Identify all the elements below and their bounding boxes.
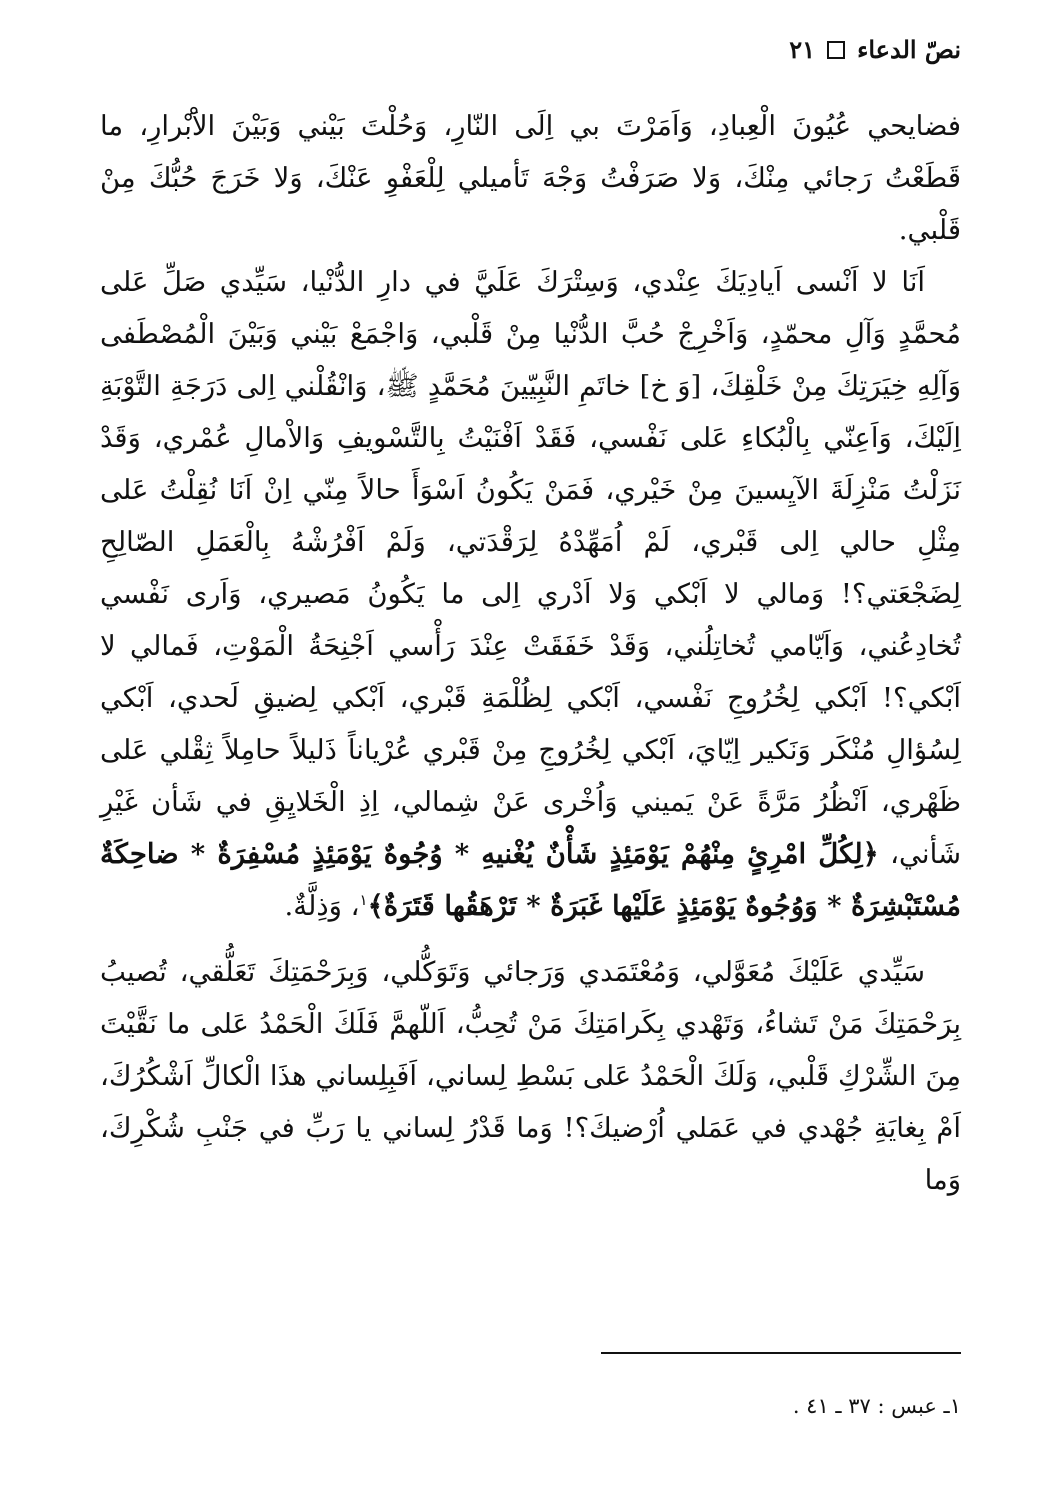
- footnote-divider: [601, 1352, 961, 1354]
- header-title: نصّ الدعاء: [857, 35, 961, 64]
- paragraph-2: [100, 256, 961, 932]
- running-header: [789, 35, 961, 64]
- page-number: ٢١: [789, 35, 816, 64]
- paragraph-3: سَيِّدي عَلَيْكَ مُعَوَّلي، وَمُعْتَمَدي وَرَجائي وَتَوَكُّلي، وَبِرَحْمَتِكَ تَعَلُّقي، تُصيبُ بِرَحْمَتِكَ مَنْ تَشاءُ، وَتَهْدي بِكَرامَتِكَ مَنْ تُحِبُّ، اَللّهمَّ فَلَكَ الْحَمْدُ عَلى ما نَقَّيْتَ مِنَ الشِّرْكِ قَلْبي، وَلَكَ الْحَمْدُ عَلى بَسْطِ لِساني، اَفَبِلِساني هذَا الْكالِّ اَشْكُرُكَ، اَمْ بِغايَةِ جُهْدي في عَمَلي اُرْضيكَ؟! وَما قَدْرُ لِساني يا رَبِّ في جَنْبِ شُكْرِكَ، وَما: [100, 956, 961, 1196]
- footnote: ١ـ عبس : ٣٧ ـ ٤١ .: [792, 1394, 961, 1418]
- paragraph-2-text: اَنَا لا اَنْسى اَيادِيَكَ عِنْدي، وَسِتْرَكَ عَلَيَّ في دارِ الدُّنْيا، سَيِّدي صَلِّ عَلى مُحمَّدٍ وَآلِ محمّدٍ، وَاَخْرِجْ حُبَّ الدُّنْيا مِنْ قَلْبي، وَاجْمَعْ بَيْني وَبَيْنَ الْمُصْطَفى وَآلِهِ خِيَرَتِكَ مِنْ خَلْقِكَ، [وَ خ] خاتَمِ النَّبِيّينَ مُحَمَّدٍ ﷺ، وَانْقُلْني اِلى دَرَجَةِ التَّوْبَةِ اِلَيْكَ، وَاَعِنّي بِالْبُكاءِ عَلى نَفْسي، فَقَدْ اَفْنَيْتُ بِالتَّسْويفِ وَالاْمالِ عُمْري، وَقَدْ نَزَلْتُ مَنْزِلَةَ الآيِسينَ مِنْ خَيْري، فَمَنْ يَكُونُ اَسْوَأَ حالاً مِنّي اِنْ اَنَا نُقِلْتُ عَلى مِثْلِ حالي اِلى قَبْري، لَمْ اُمَهِّدْهُ لِرَقْدَتي، وَلَمْ اَفْرُشْهُ بِالْعَمَلِ الصّالِحِ لِضَجْعَتي؟! وَمالي لا اَبْكي وَلا اَدْري اِلى ما يَكُونُ مَصيري، وَاَرى نَفْسي تُخادِعُني، وَاَيّامي تُخاتِلُني، وَقَدْ خَفَقَتْ عِنْدَ رَأْسي اَجْنِحَةُ الْمَوْتِ، فَمالي لا اَبْكي؟! اَبْكي لِخُرُوجِ نَفْسي، اَبْكي لِظُلْمَةِ قَبْري، اَبْكي لِضيقِ لَحدي، اَبْكي لِسُؤالِ مُنْكَر وَنَكير اِيّايَ، اَبْكي لِخُرُوجِ مِنْ قَبْري عُرْياناً ذَليلاً حامِلاً ثِقْلي عَلى ظَهْري، اَنْظُرُ مَرَّةً عَنْ يَميني وَاُخْرى عَنْ شِمالي، اِذِ الْخَلايِقِ في شَأن غَيْرِ شَأني،: [100, 266, 961, 870]
- paragraph-2-ending: ، وَذِلَّةٌ.: [284, 890, 360, 922]
- body-text: [100, 100, 961, 1206]
- square-icon: [827, 41, 845, 59]
- paragraph-1: فضايحي عُيُونَ الْعِبادِ، وَاَمَرْتَ بي اِلَى النّارِ، وَحُلْتَ بَيْني وَبَيْنَ الاَْبْرارِ، ما قَطَعْتُ رَجائي مِنْكَ، وَلا صَرَفْتُ وَجْهَ تَأميلي لِلْعَفْوِ عَنْكَ، وَلا خَرَجَ حُبُّكَ مِنْ قَلْبي.: [100, 110, 961, 246]
- quran-quote: ﴿لِكُلِّ امْرِئٍ مِنْهُمْ يَوْمَئِذٍ شَأْنٌ يُغْنيهِ * وُجُوهٌ يَوْمَئِذٍ مُسْفِرَةٌ * ضاحِكَةٌ مُسْتَبْشِرَةٌ * وَوُجُوهٌ يَوْمَئِذٍ عَلَيْها غَبَرَةٌ * تَرْهَقُها قَتَرَةٌ﴾: [100, 838, 961, 922]
- footnote-reference: ١: [359, 890, 368, 909]
